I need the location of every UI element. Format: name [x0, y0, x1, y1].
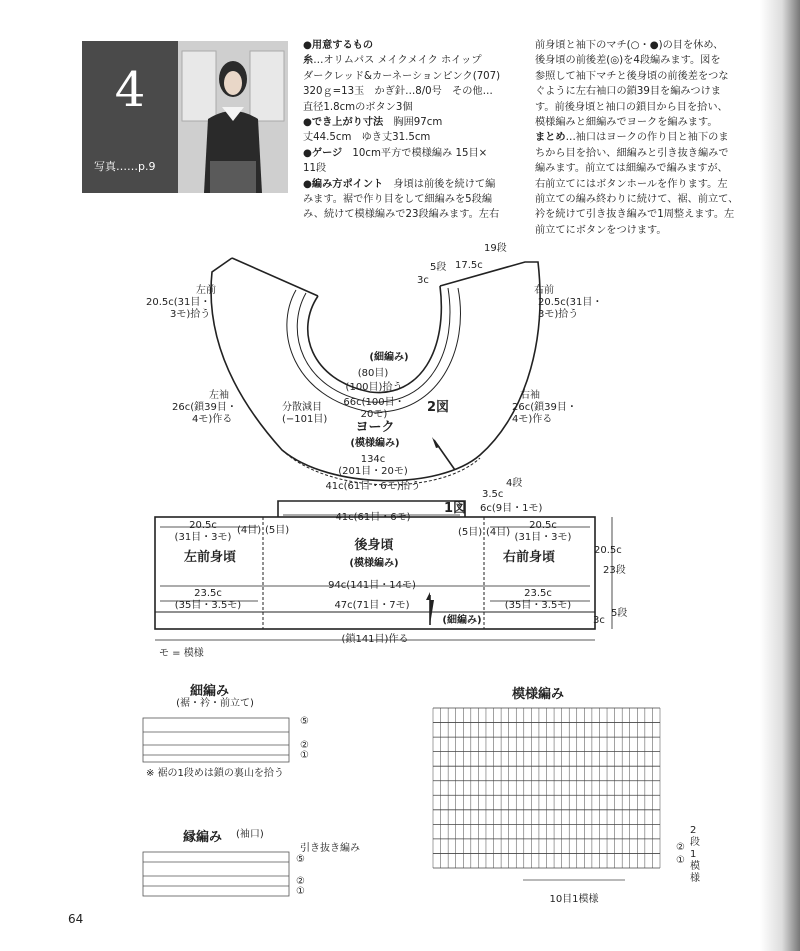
- label-lf-235: 23.5c: [194, 588, 222, 599]
- edge-slip-label: 引き抜き編み: [300, 843, 360, 854]
- label-back-body: 後身頃: [354, 538, 394, 553]
- sc-chart-note: ※ 裾の1段めは鎖の裏山を拾う: [146, 768, 284, 779]
- label-yoke-title: ヨーク: [355, 420, 395, 435]
- label-right-front-dim: 20.5c(31目・: [538, 297, 603, 308]
- sc-row-1: ①: [300, 750, 309, 761]
- label-rf-205: 20.5c: [529, 520, 557, 531]
- label-rf-235b: (35目・3.5モ): [504, 600, 572, 611]
- label-left-front-yoke: 左前: [196, 285, 216, 296]
- col1-line-heading: ●編み方ポイント: [303, 178, 384, 190]
- label-side-3c: 3c: [593, 615, 605, 626]
- col2-line-text: …袖口はヨークの作り目と袖下のま: [565, 132, 729, 144]
- col2-line-text: 参照して袖下マチと後身頃の前後差をつな: [535, 70, 729, 82]
- col2-line-text: す。前後身頃と袖口の鎖目から目を拾い、: [535, 101, 728, 113]
- edging-chart: [143, 852, 289, 896]
- col2-line-text: 前立てにボタンをつけます。: [535, 224, 667, 236]
- col2-line-text: 後身頃の前後差(◎)を4段編みます。図を: [535, 55, 721, 67]
- label-left-front-body: 左前身頃: [183, 550, 237, 565]
- col2-line-text: 編みます。前立ては細編みで編みますが、: [535, 163, 728, 175]
- label-yoke-175: 17.5c: [455, 260, 483, 271]
- label-right-front-body: 右前身頃: [502, 550, 556, 565]
- label-yoke-5dan: 5段: [430, 262, 447, 273]
- label-decrease-count: (−101目): [282, 414, 328, 425]
- col2-line-text: 前身頃と袖下のマチ(○・●)の目を休め、: [535, 40, 724, 51]
- label-body-6c: 6c(9目・1モ): [480, 503, 543, 514]
- label-left-front-dim2: 3モ)拾う: [170, 309, 211, 320]
- sc-chart-title: 細編み: [190, 684, 230, 699]
- col2-line-text: 衿を続けて引き抜き編みで1周整えます。左: [535, 209, 735, 221]
- col1-line-text: みます。裾で作り目をして細編みを5段編: [303, 194, 493, 206]
- label-right-sleeve: 右袖: [520, 390, 540, 401]
- col1-line-text: 直径1.8cmのボタン3個: [303, 101, 413, 113]
- label-back-body-sub: (模様編み): [349, 558, 399, 569]
- col2-line-text: ぐように左右袖口の鎖39目を編みつけま: [535, 86, 721, 98]
- label-yoke-134: 134c: [360, 454, 386, 465]
- label-band-66b: 20モ): [360, 409, 388, 420]
- label-body-4dan: 4段: [506, 478, 523, 489]
- label-band-100: (100目)拾う: [345, 382, 403, 393]
- edge-chart-title: 縁編み: [183, 830, 223, 845]
- col1-line-text: ダークレッド&カーネーションピンク(707): [303, 70, 501, 82]
- yoke-left-top: [232, 258, 318, 296]
- col1-line-text: 丈44.5cm ゆき丈31.5cm: [303, 132, 431, 144]
- label-left-sleeve-dim: 26c(鎖39目・: [172, 402, 237, 413]
- label-gusset-5-left: (5目): [265, 525, 290, 536]
- col1-line-heading: ●でき上がり寸法: [303, 117, 384, 129]
- label-yoke-sub: (模様編み): [350, 438, 400, 449]
- sc-row-2: ②: [300, 740, 309, 751]
- col1-line-heading: ●ゲージ: [303, 147, 343, 159]
- col1-line-text: …オリムパス メイクメイク ホイップ: [313, 55, 482, 67]
- page-number: 64: [68, 912, 84, 926]
- label-chain-cast-on: (鎖141目)作る: [341, 634, 409, 645]
- label-figure-1: 1図: [444, 501, 467, 516]
- label-body-35c: 3.5c: [482, 489, 504, 500]
- col1-line-heading: ●用意するもの: [303, 40, 374, 51]
- label-body-47: 47c(71目・7モ): [334, 600, 410, 611]
- label-body-94: 94c(141目・14モ): [328, 580, 416, 591]
- edge-row-5: ⑤: [296, 854, 305, 865]
- col1-line-text: 身頃は前後を続けて編: [383, 178, 496, 190]
- photo-page-reference: 写真……p.9: [94, 160, 156, 173]
- label-left-front-dim: 20.5c(31目・: [146, 297, 211, 308]
- label-distributed-decrease: 分散減目: [282, 402, 322, 413]
- col2-line-text: ちから目を拾い、細編みと引き抜き編みで: [535, 147, 729, 159]
- label-side-5dan: 5段: [611, 608, 628, 619]
- label-side-23dan: 23段: [603, 565, 626, 576]
- label-figure-2: 2図: [427, 400, 450, 415]
- label-band-66: 66c(100目・: [343, 397, 405, 408]
- sc-row-5: ⑤: [300, 716, 309, 727]
- col2-line-text: 模様編みと細編みでヨークを編みます。: [535, 117, 718, 129]
- pattern-repeat-stitches: 10目1模様: [549, 894, 599, 905]
- col1-line-heading: 糸: [303, 55, 314, 67]
- label-yoke-134b: (201目・20モ): [338, 466, 408, 477]
- col2-line-text: 前立ての編み終わりに続けて、裾、前立て、: [535, 194, 739, 206]
- label-yoke-41: 41c(61目・6モ)拾う: [325, 481, 421, 492]
- pattern-row-1: ①: [676, 855, 685, 866]
- col1-line-text: 胸囲97cm: [383, 117, 443, 129]
- label-yoke-19dan: 19段: [484, 243, 507, 254]
- edge-row-1: ①: [296, 886, 305, 897]
- col1-line-text: 320ｇ=13玉 かぎ針…8/0号 その他…: [303, 86, 493, 98]
- pattern-repeat-rows: 2段1模様: [690, 825, 700, 884]
- edge-row-2: ②: [296, 876, 305, 887]
- col2-line-heading: まとめ: [535, 132, 566, 144]
- label-legend: モ = 模様: [159, 648, 204, 659]
- col1-line-text: 11段: [303, 163, 327, 175]
- pattern-stitch-chart: [433, 708, 660, 880]
- label-lf-205: 20.5c: [189, 520, 217, 531]
- sc-chart-sub: (裾・衿・前立て): [176, 698, 254, 709]
- label-left-sleeve-dim2: 4モ)作る: [192, 414, 233, 425]
- col1-line-text: 10cm平方で模様編み 15目×: [342, 147, 488, 159]
- label-gusset-4-right: (4目): [486, 527, 511, 538]
- label-right-front-yoke: 右前: [534, 285, 554, 296]
- label-lf-235b: (35目・3.5モ): [174, 600, 242, 611]
- label-side-205: 20.5c: [594, 545, 622, 556]
- label-band-80: (80目): [357, 368, 389, 379]
- label-right-sleeve-dim: 26c(鎖39目・: [512, 402, 577, 413]
- label-right-sleeve-dim2: 4モ)作る: [512, 414, 553, 425]
- label-gusset-5-right: (5目): [458, 527, 483, 538]
- pattern-row-2: ②: [676, 842, 685, 853]
- label-right-front-dim2: 3モ)拾う: [538, 309, 579, 320]
- label-hem: (細編み): [442, 615, 482, 626]
- col1-line-text: み、続けて模様編みで23段編みます。左右: [303, 209, 500, 221]
- label-left-sleeve: 左袖: [209, 390, 229, 401]
- single-crochet-chart: [143, 718, 289, 762]
- label-yoke-3c: 3c: [417, 275, 429, 286]
- pattern-chart-title: 模様編み: [512, 687, 565, 702]
- label-lf-205b: (31目・3モ): [174, 532, 232, 543]
- edge-chart-sub: (袖口): [236, 829, 264, 840]
- label-back-41: 41c(61目・6モ): [335, 512, 411, 523]
- label-gusset-4-left: (4目): [237, 525, 262, 536]
- label-rf-235: 23.5c: [524, 588, 552, 599]
- label-neck-band: (細編み): [369, 352, 409, 363]
- col2-line-text: 右前立てにはボタンホールを作ります。左: [535, 178, 728, 190]
- label-rf-205b: (31目・3モ): [514, 532, 572, 543]
- pattern-number: 4: [114, 62, 146, 118]
